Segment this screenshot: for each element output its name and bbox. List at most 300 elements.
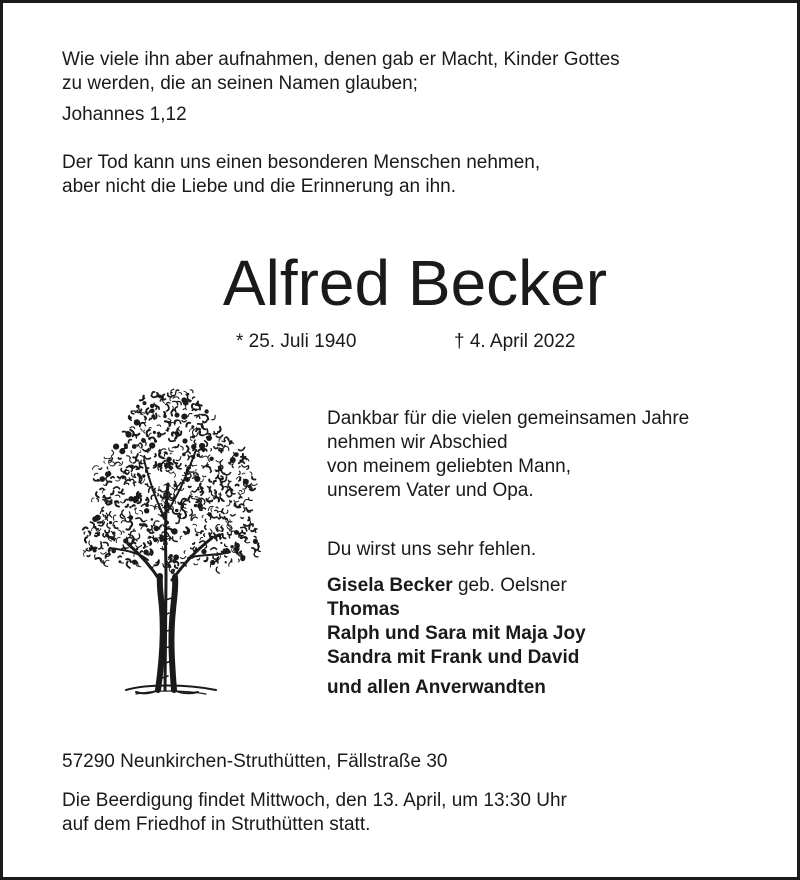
leaf-cluster xyxy=(209,457,213,461)
leaf-stroke xyxy=(158,494,159,496)
leaf-stroke xyxy=(223,517,224,519)
leaf-cluster xyxy=(128,496,133,501)
leaf-stroke xyxy=(201,531,203,533)
leaf-stroke xyxy=(146,408,148,414)
leaf-stroke xyxy=(193,524,197,526)
leaf-cluster xyxy=(185,465,187,467)
leaf-stroke xyxy=(204,534,205,537)
leaf-stroke xyxy=(221,484,224,489)
leaf-cluster xyxy=(143,401,147,405)
leaf-stroke xyxy=(239,462,245,464)
leaf-stroke xyxy=(134,474,135,476)
leaf-stroke xyxy=(149,437,155,439)
leaf-stroke xyxy=(132,505,134,506)
leaf-cluster xyxy=(210,560,215,565)
leaf-cluster xyxy=(175,509,179,513)
leaf-cluster xyxy=(191,444,196,449)
leaf-stroke xyxy=(131,543,136,545)
bible-verse-reference: Johannes 1,12 xyxy=(62,104,187,125)
leaf-stroke xyxy=(140,510,143,514)
mourners-list xyxy=(327,574,586,670)
leaf-cluster xyxy=(204,409,208,413)
funeral-info-line: Die Beerdigung findet Mittwoch, den 13. April, um 13:30 Uhr xyxy=(62,790,567,811)
leaf-stroke xyxy=(170,398,171,400)
leaf-stroke xyxy=(101,546,103,549)
leaf-stroke xyxy=(140,423,144,427)
leaf-stroke xyxy=(126,483,128,484)
leaf-cluster xyxy=(163,415,167,419)
leaf-stroke xyxy=(219,439,221,442)
leaf-stroke xyxy=(231,491,235,494)
leaf-stroke xyxy=(140,463,142,464)
leaf-cluster xyxy=(199,443,205,449)
memorial-quote-line: aber nicht die Liebe und die Erinnerung an ihn. xyxy=(62,176,457,197)
leaf-stroke xyxy=(215,470,219,474)
leaf-stroke xyxy=(189,487,191,488)
leaf-stroke xyxy=(137,534,139,539)
leaf-stroke xyxy=(205,519,206,522)
leaf-stroke xyxy=(191,491,192,495)
leaf-stroke xyxy=(87,555,90,556)
leaf-stroke xyxy=(239,559,240,562)
leaf-cluster xyxy=(192,435,195,438)
leaf-stroke xyxy=(184,512,187,518)
leaf-stroke xyxy=(243,507,245,512)
birth-date: * 25. Juli 1940 xyxy=(236,331,357,352)
leaf-stroke xyxy=(105,531,107,533)
leaf-stroke xyxy=(125,500,128,502)
farewell-line: von meinem geliebten Mann, xyxy=(327,456,571,477)
mourner-name: Sandra mit Frank und David xyxy=(327,647,580,668)
leaf-stroke xyxy=(94,473,98,475)
family-address: 57290 Neunkirchen-Struthütten, Fällstraße 30 xyxy=(62,751,448,772)
leaf-stroke xyxy=(209,487,211,492)
leaf-stroke xyxy=(161,468,162,471)
leaf-cluster xyxy=(153,537,158,542)
leaf-cluster xyxy=(191,425,194,428)
leaf-stroke xyxy=(153,464,155,465)
leaf-cluster xyxy=(92,516,98,522)
leaf-stroke xyxy=(216,567,219,573)
leaf-stroke xyxy=(118,458,121,459)
leaf-stroke xyxy=(158,433,159,435)
leaf-stroke xyxy=(106,477,107,481)
leaf-stroke xyxy=(201,479,204,482)
leaf-stroke xyxy=(107,467,108,469)
leaf-stroke xyxy=(118,530,121,535)
leaf-stroke xyxy=(134,482,136,486)
leaf-stroke xyxy=(225,446,229,450)
leaf-stroke xyxy=(180,536,182,539)
leaf-stroke xyxy=(246,508,252,511)
leaf-stroke xyxy=(211,515,217,518)
leaf-stroke xyxy=(252,548,255,552)
leaf-stroke xyxy=(184,500,190,502)
leaf-stroke xyxy=(105,560,110,564)
leaf-stroke xyxy=(179,393,182,395)
leaf-stroke xyxy=(97,499,99,502)
leaf-stroke xyxy=(133,454,138,457)
leaf-stroke xyxy=(153,536,154,538)
leaf-stroke xyxy=(193,397,195,399)
leaf-stroke xyxy=(159,415,160,417)
leaf-stroke xyxy=(192,409,196,410)
leaf-stroke xyxy=(139,451,141,453)
leaf-stroke xyxy=(99,468,102,469)
leaf-stroke xyxy=(112,450,114,455)
leaf-stroke xyxy=(196,403,198,404)
leaf-stroke xyxy=(116,495,120,497)
leaf-stroke xyxy=(183,502,185,504)
leaf-stroke xyxy=(109,549,110,551)
leaf-stroke xyxy=(92,466,98,470)
death-date: † 4. April 2022 xyxy=(454,331,576,352)
farewell-text xyxy=(327,407,689,503)
leaf-stroke xyxy=(242,473,245,474)
leaf-stroke xyxy=(121,469,123,472)
leaf-stroke xyxy=(131,450,132,453)
leaf-cluster xyxy=(145,499,148,502)
leaf-stroke xyxy=(240,551,241,554)
leaf-stroke xyxy=(188,399,190,400)
leaf-stroke xyxy=(194,440,196,444)
leaf-stroke xyxy=(227,495,229,496)
leaf-stroke xyxy=(195,497,198,499)
leaf-cluster xyxy=(144,508,149,513)
leaf-cluster xyxy=(141,438,146,443)
leaf-stroke xyxy=(192,517,198,520)
leaf-stroke xyxy=(182,421,186,422)
leaf-stroke xyxy=(160,546,162,548)
leaf-cluster xyxy=(225,561,227,563)
leaf-stroke xyxy=(185,452,190,454)
leaf-cluster xyxy=(105,533,109,537)
leaf-stroke xyxy=(111,477,114,478)
leaf-stroke xyxy=(164,412,165,415)
leaf-stroke xyxy=(193,543,195,544)
leaf-stroke xyxy=(145,417,146,420)
leaf-cluster xyxy=(132,560,137,565)
leaf-stroke xyxy=(164,453,166,456)
leaf-cluster xyxy=(154,526,160,532)
leaf-cluster xyxy=(142,474,145,477)
leaf-stroke xyxy=(250,472,252,475)
leaf-cluster xyxy=(164,464,167,467)
leaf-stroke xyxy=(173,401,178,405)
leaf-stroke xyxy=(211,449,212,451)
leaf-stroke xyxy=(212,415,215,419)
leaf-stroke xyxy=(213,556,216,559)
leaf-stroke xyxy=(144,430,145,433)
leaf-stroke xyxy=(151,395,157,397)
leaf-cluster xyxy=(175,431,180,436)
leaf-stroke xyxy=(172,488,175,493)
relatives-line: und allen Anverwandten xyxy=(327,677,546,698)
leaf-cluster xyxy=(109,521,112,524)
leaf-stroke xyxy=(116,537,120,542)
leaf-cluster xyxy=(105,471,111,477)
leaf-cluster xyxy=(149,442,155,448)
bible-verse-line: zu werden, die an seinen Namen glauben; xyxy=(62,73,418,94)
leaf-cluster xyxy=(206,435,212,441)
mourner-entry xyxy=(327,622,586,646)
leaf-stroke xyxy=(188,413,192,416)
leaf-stroke xyxy=(239,448,245,451)
leaf-stroke xyxy=(133,411,136,413)
leaf-stroke xyxy=(103,500,105,501)
leaf-stroke xyxy=(173,406,174,409)
leaf-cluster xyxy=(181,414,187,420)
leaf-stroke xyxy=(130,427,135,429)
leaf-stroke xyxy=(203,456,208,458)
leaf-stroke xyxy=(191,547,195,549)
leaf-stroke xyxy=(104,461,105,464)
leaf-stroke xyxy=(195,469,196,471)
leaf-stroke xyxy=(205,545,207,548)
leaf-stroke xyxy=(123,545,128,548)
leaf-stroke xyxy=(154,521,159,525)
leaf-cluster xyxy=(93,548,97,552)
leaf-cluster xyxy=(161,504,163,506)
leaf-stroke xyxy=(254,536,256,538)
leaf-cluster xyxy=(151,518,154,521)
leaf-stroke xyxy=(186,423,190,427)
leaf-stroke xyxy=(173,397,179,399)
leaf-stroke xyxy=(229,535,230,538)
leaf-cluster xyxy=(154,440,157,443)
leaf-stroke xyxy=(95,527,98,529)
leaf-stroke xyxy=(198,488,199,490)
bible-verse xyxy=(62,48,620,96)
leaf-stroke xyxy=(176,520,179,524)
leaf-stroke xyxy=(114,526,117,529)
leaf-stroke xyxy=(176,457,181,461)
leaf-cluster xyxy=(129,506,131,508)
leaf-cluster xyxy=(122,552,124,554)
leaf-cluster xyxy=(230,500,232,502)
leaf-stroke xyxy=(111,491,113,494)
farewell-line: unserem Vater und Opa. xyxy=(327,480,534,501)
leaf-stroke xyxy=(194,564,198,565)
leaf-stroke xyxy=(83,527,88,529)
leaf-stroke xyxy=(242,465,248,467)
leaf-stroke xyxy=(169,472,174,474)
leaf-stroke xyxy=(202,516,203,518)
leaf-stroke xyxy=(145,422,146,426)
leaf-stroke xyxy=(155,454,156,457)
leaf-stroke xyxy=(135,508,136,510)
leaf-cluster xyxy=(169,554,173,558)
leaf-stroke xyxy=(126,505,128,507)
leaf-cluster xyxy=(253,539,258,544)
leaf-stroke xyxy=(103,534,105,537)
leaf-stroke xyxy=(121,521,124,523)
leaf-stroke xyxy=(232,464,233,468)
leaf-stroke xyxy=(136,545,142,547)
leaf-stroke xyxy=(108,455,112,458)
leaf-stroke xyxy=(107,523,110,528)
leaf-stroke xyxy=(150,505,155,509)
leaf-stroke xyxy=(227,500,230,506)
leaf-stroke xyxy=(135,512,138,514)
leaf-stroke xyxy=(127,527,131,530)
leaf-cluster xyxy=(195,533,198,536)
leaf-stroke xyxy=(89,532,91,534)
leaf-cluster xyxy=(240,536,243,539)
leaf-stroke xyxy=(240,478,241,480)
leaf-stroke xyxy=(83,552,85,556)
leaf-cluster xyxy=(89,547,92,550)
leaf-stroke xyxy=(226,521,228,526)
leaf-stroke xyxy=(205,526,206,530)
leaf-stroke xyxy=(87,535,91,536)
leaf-stroke xyxy=(200,538,203,540)
funeral-info-line: auf dem Friedhof in Struthütten statt. xyxy=(62,814,371,835)
leaf-stroke xyxy=(166,470,169,471)
leaf-stroke xyxy=(221,468,223,474)
leaf-cluster xyxy=(157,463,162,468)
leaf-cluster xyxy=(220,542,222,544)
leaf-cluster xyxy=(119,560,122,563)
leaf-stroke xyxy=(149,427,151,428)
leaf-cluster xyxy=(136,405,140,409)
leaf-stroke xyxy=(215,510,218,511)
leaf-cluster xyxy=(229,440,232,443)
leaf-stroke xyxy=(195,529,199,533)
leaf-cluster xyxy=(171,528,177,534)
leaf-stroke xyxy=(104,484,107,485)
leaf-stroke xyxy=(216,435,223,437)
mourner-name: Thomas xyxy=(327,599,400,620)
leaf-cluster xyxy=(234,452,239,457)
leaf-stroke xyxy=(171,410,174,416)
leaf-stroke xyxy=(203,421,207,422)
leaf-stroke xyxy=(146,451,148,452)
leaf-stroke xyxy=(250,520,251,523)
leaf-cluster xyxy=(132,444,137,449)
leaf-stroke xyxy=(239,466,241,467)
leaf-stroke xyxy=(241,517,244,518)
leaf-cluster xyxy=(197,503,203,509)
leaf-stroke xyxy=(200,491,203,492)
leaf-stroke xyxy=(178,427,179,431)
leaf-stroke xyxy=(220,495,223,501)
leaf-stroke xyxy=(152,392,155,394)
leaf-stroke xyxy=(150,526,152,530)
leaf-cluster xyxy=(214,489,216,491)
leaf-stroke xyxy=(216,534,219,540)
leaf-cluster xyxy=(236,551,239,554)
leaf-stroke xyxy=(239,504,244,506)
leaf-stroke xyxy=(190,509,193,515)
leaf-cluster xyxy=(150,404,154,408)
leaf-stroke xyxy=(138,564,141,567)
leaf-stroke xyxy=(208,434,210,436)
leaf-cluster xyxy=(148,536,151,539)
leaf-stroke xyxy=(189,474,191,478)
leaf-cluster xyxy=(128,416,131,419)
leaf-stroke xyxy=(167,529,172,532)
leaf-stroke xyxy=(123,531,125,532)
leaf-cluster xyxy=(244,456,246,458)
leaf-cluster xyxy=(190,436,192,438)
leaf-stroke xyxy=(113,515,116,520)
leaf-stroke xyxy=(216,507,218,508)
leaf-stroke xyxy=(222,526,223,528)
leaf-stroke xyxy=(219,493,221,494)
leaf-stroke xyxy=(142,520,145,521)
leaf-stroke xyxy=(106,501,112,503)
farewell-line: Dankbar für die vielen gemeinsamen Jahre xyxy=(327,408,690,429)
leaf-stroke xyxy=(162,499,165,501)
leaf-stroke xyxy=(141,526,146,529)
leaf-stroke xyxy=(183,409,186,410)
leaf-stroke xyxy=(130,531,133,535)
leaf-stroke xyxy=(184,551,185,553)
leaf-cluster xyxy=(167,457,172,462)
leaf-cluster xyxy=(234,530,239,535)
leaf-stroke xyxy=(151,495,153,499)
leaf-cluster xyxy=(134,419,140,425)
leaf-stroke xyxy=(213,481,215,484)
leaf-stroke xyxy=(144,543,145,548)
leaf-stroke xyxy=(169,448,173,451)
mourner-entry xyxy=(327,646,586,670)
leaf-stroke xyxy=(118,556,121,557)
leaf-stroke xyxy=(173,472,175,477)
leaf-stroke xyxy=(167,405,169,411)
leaf-stroke xyxy=(172,537,177,542)
leaf-stroke xyxy=(128,440,131,443)
leaf-cluster xyxy=(194,504,197,507)
leaf-cluster xyxy=(230,457,236,463)
memorial-quote xyxy=(62,151,540,199)
leaf-stroke xyxy=(190,390,193,393)
leaf-stroke xyxy=(181,557,186,559)
leaf-cluster xyxy=(197,499,201,503)
leaf-cluster xyxy=(126,431,129,434)
leaf-stroke xyxy=(197,558,199,560)
leaf-stroke xyxy=(169,439,174,442)
leaf-cluster xyxy=(147,528,150,531)
leaf-stroke xyxy=(114,487,120,489)
leaf-stroke xyxy=(220,514,223,517)
leaf-stroke xyxy=(149,531,154,533)
leaf-stroke xyxy=(84,532,85,534)
leaf-stroke xyxy=(211,508,212,512)
leaf-stroke xyxy=(149,418,151,419)
leaf-stroke xyxy=(108,530,110,533)
leaf-stroke xyxy=(140,443,142,448)
leaf-stroke xyxy=(203,476,206,477)
leaf-stroke xyxy=(251,529,255,531)
leaf-cluster xyxy=(175,413,180,418)
leaf-cluster xyxy=(139,523,142,526)
leaf-cluster xyxy=(159,537,164,542)
leaf-stroke xyxy=(156,562,158,563)
leaf-stroke xyxy=(104,457,106,458)
leaf-cluster xyxy=(130,465,133,468)
leaf-stroke xyxy=(244,500,249,504)
leaf-stroke xyxy=(175,565,178,568)
leaf-cluster xyxy=(158,489,160,491)
leaf-stroke xyxy=(113,521,118,525)
leaf-stroke xyxy=(251,484,257,486)
leaf-cluster xyxy=(182,438,187,443)
leaf-stroke xyxy=(103,514,104,516)
leaf-stroke xyxy=(208,467,210,469)
leaf-stroke xyxy=(211,548,217,550)
